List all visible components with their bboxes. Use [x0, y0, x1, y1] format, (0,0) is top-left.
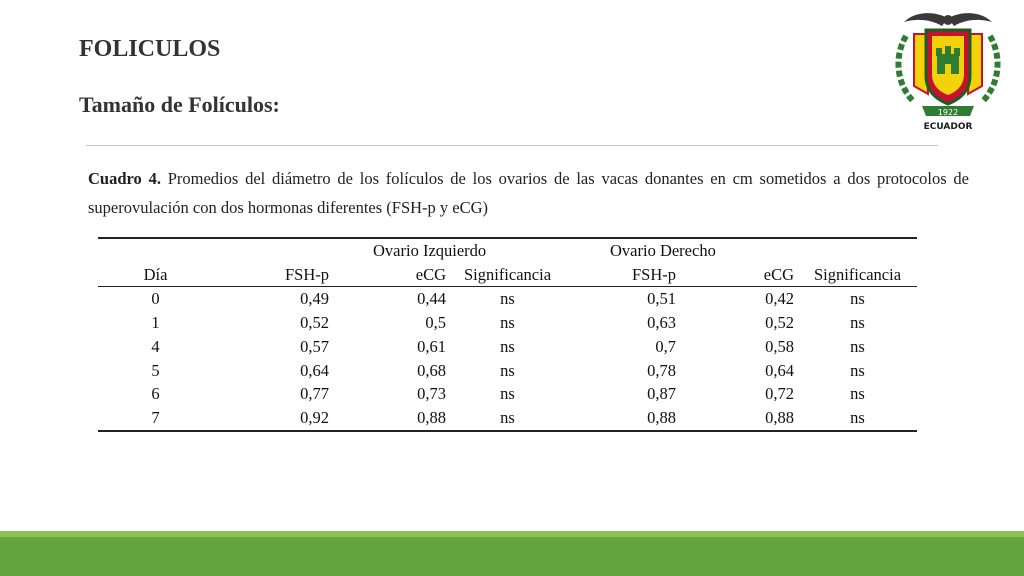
cell-day: 6 — [151, 384, 160, 404]
table-column-header — [98, 263, 917, 287]
cell-ecg-right: 0,42 — [765, 289, 794, 309]
cell-sig-left: ns — [500, 336, 515, 356]
right-laurel-branch — [982, 36, 998, 102]
ecuador-emblem-logo — [884, 6, 1012, 134]
cell-ecg-right: 0,88 — [680, 406, 798, 431]
emblem-country: ECUADOR — [923, 122, 973, 132]
title-divider — [86, 145, 938, 146]
cell-sig-left: ns — [500, 384, 515, 404]
cell-day: 0 — [151, 289, 160, 309]
cell-ecg-right: 0,72 — [765, 384, 794, 404]
cell-ecg-right: 0,52 — [765, 313, 794, 333]
cell-fsh-right: 0,88 — [565, 406, 680, 431]
cell-fsh-right: 0,7 — [655, 336, 676, 356]
col-header-sig-left: Significancia — [450, 263, 565, 287]
condor-head — [943, 15, 953, 25]
slide-subtitle: Tamaño de Folículos: — [79, 92, 280, 117]
cell-ecg-right: 0,58 — [765, 336, 794, 356]
cell-sig-right: ns — [850, 336, 865, 356]
cell-ecg-left: 0,61 — [417, 336, 446, 356]
cell-ecg-left: 0,68 — [417, 360, 446, 380]
table-group-header — [98, 238, 917, 263]
cell-fsh-left: 0,57 — [300, 336, 329, 356]
cell-sig-right: ns — [850, 384, 865, 404]
cell-fsh-left: 0,64 — [300, 360, 329, 380]
table-row — [98, 359, 917, 383]
left-laurel-branch — [898, 36, 914, 102]
cell-ecg-right: 0,64 — [765, 360, 794, 380]
slide-title: FOLICULOS — [79, 36, 221, 62]
cell-sig-right: ns — [850, 289, 865, 309]
cell-day: 7 — [98, 406, 213, 431]
cell-fsh-left: 0,77 — [300, 384, 329, 404]
cell-ecg-left: 0,73 — [417, 384, 446, 404]
cell-fsh-left: 0,49 — [300, 289, 329, 309]
emblem-year: 1922 — [937, 108, 959, 117]
col-header-fsh-left: FSH-p — [213, 263, 333, 287]
table-row — [98, 287, 917, 311]
table-row — [98, 335, 917, 359]
group-right-ovary: Ovario Derecho — [565, 238, 917, 263]
cell-ecg-left: 0,88 — [333, 406, 450, 431]
group-left-ovary: Ovario Izquierdo — [213, 238, 565, 263]
cell-sig-right: ns — [798, 406, 917, 431]
cell-fsh-right: 0,87 — [647, 384, 676, 404]
cell-fsh-right: 0,78 — [647, 360, 676, 380]
table-row — [98, 382, 917, 406]
cell-ecg-left: 0,5 — [425, 313, 446, 333]
cell-ecg-left: 0,44 — [417, 289, 446, 309]
cell-day: 4 — [151, 336, 160, 356]
follicle-table — [98, 237, 917, 432]
cell-sig-left: ns — [450, 406, 565, 431]
cell-sig-right: ns — [850, 313, 865, 333]
cell-day: 5 — [151, 360, 160, 380]
caption-text: Promedios del diámetro de los folículos de los ovarios de las vacas donantes en cm sometidos a dos protocolos de superovulación con dos hormonas diferentes (FSH-p y eCG) — [88, 169, 970, 217]
cell-fsh-right: 0,51 — [647, 289, 676, 309]
cell-fsh-left: 0,52 — [300, 313, 329, 333]
footer-band — [0, 537, 1024, 576]
col-header-ecg-left: eCG — [333, 263, 450, 287]
caption-label: Cuadro 4. — [88, 169, 161, 188]
cell-sig-right: ns — [850, 360, 865, 380]
table-row — [98, 311, 917, 335]
col-header-sig-right: Significancia — [798, 263, 917, 287]
cell-fsh-right: 0,63 — [647, 313, 676, 333]
table-row — [98, 406, 917, 431]
cell-sig-left: ns — [500, 360, 515, 380]
condor-left-wing — [904, 13, 948, 26]
table-caption — [88, 164, 969, 222]
cell-fsh-left: 0,92 — [213, 406, 333, 431]
cell-day: 1 — [151, 313, 160, 333]
col-header-fsh-right: FSH-p — [565, 263, 680, 287]
col-header-day: Día — [98, 263, 213, 287]
col-header-ecg-right: eCG — [680, 263, 798, 287]
cell-sig-left: ns — [500, 313, 515, 333]
cell-sig-left: ns — [500, 289, 515, 309]
condor-right-wing — [948, 13, 992, 26]
